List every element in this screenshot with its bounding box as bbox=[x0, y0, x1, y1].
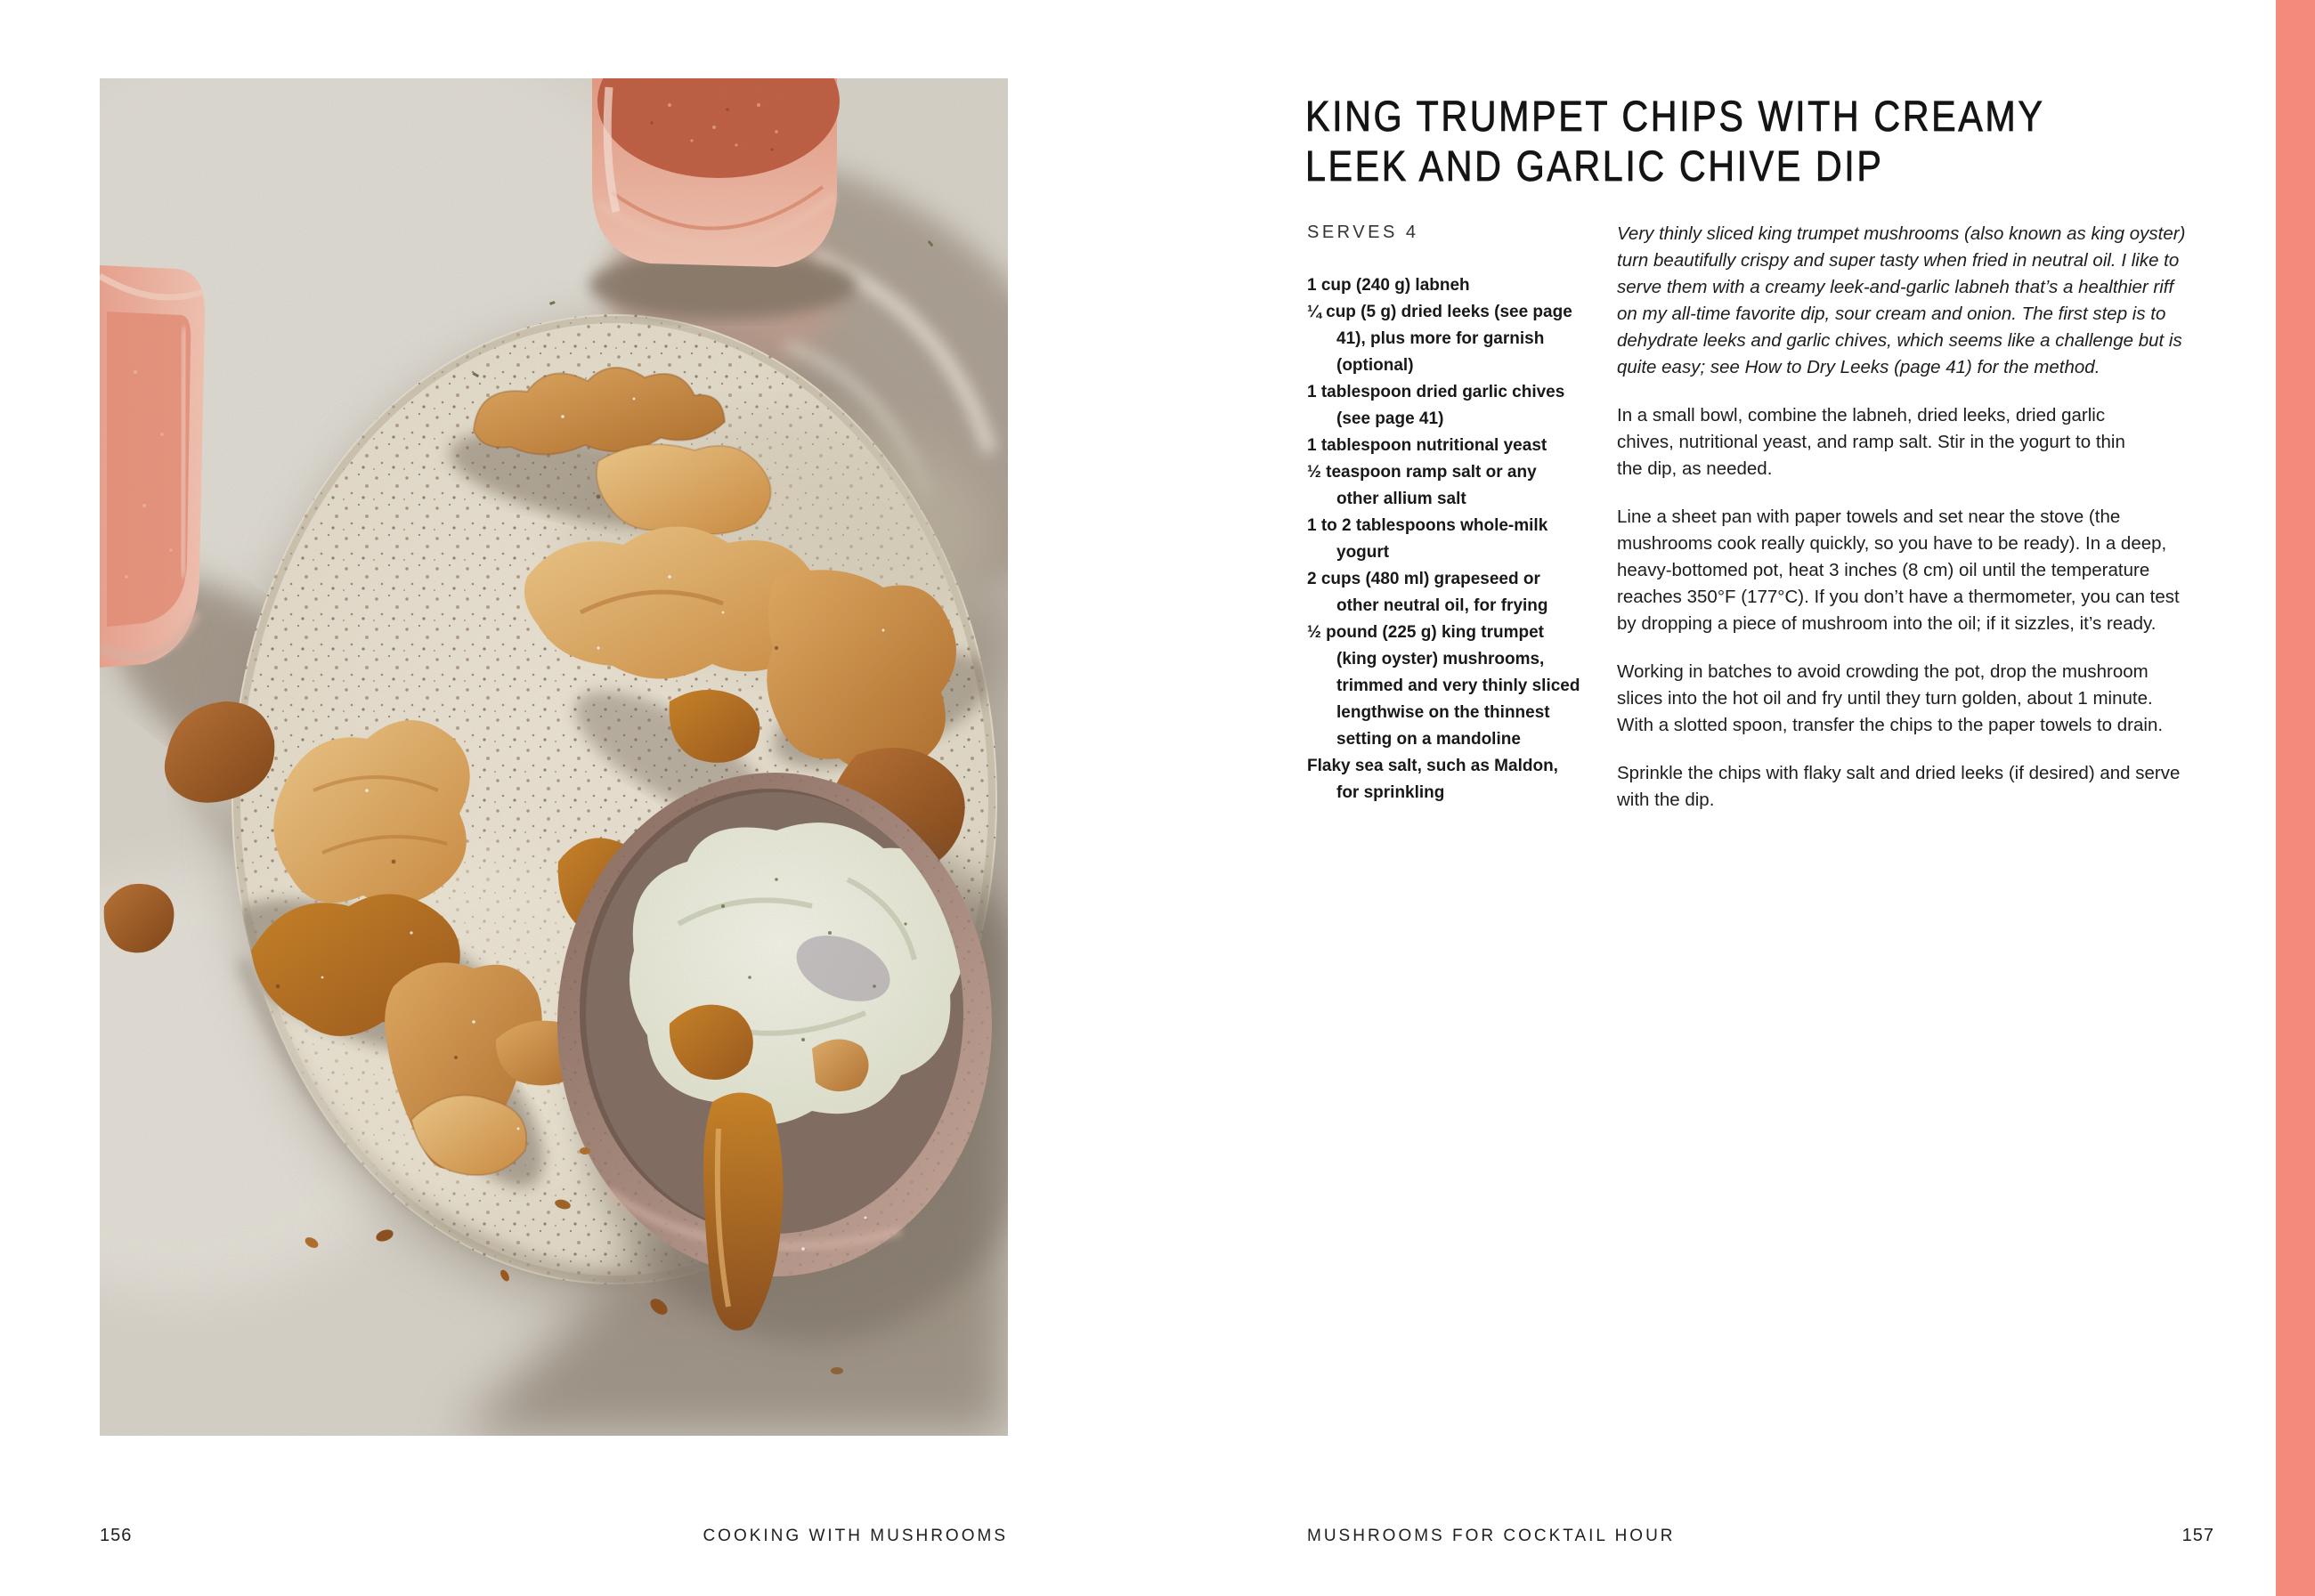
paragraph-line: Sprinkle the chips with flaky salt and dried leeks (if desired) and serve bbox=[1617, 763, 2181, 783]
ingredient-line: ¼ cup (5 g) dried leeks (see page bbox=[1307, 303, 1572, 321]
concrete-grain bbox=[100, 78, 1008, 1436]
ingredients-list bbox=[1307, 272, 1628, 806]
ingredient-line: 1 tablespoon nutritional yeast bbox=[1307, 436, 1547, 455]
ingredient-line: 41), plus more for garnish bbox=[1336, 329, 1545, 348]
ingredient-line: 2 cups (480 ml) grapeseed or bbox=[1307, 570, 1540, 588]
paragraph-line: on my all-time favorite dip, sour cream and onion. The first step is to bbox=[1617, 304, 2166, 324]
accent-color-bar bbox=[2276, 0, 2315, 1596]
paragraph-line: Line a sheet pan with paper towels and set near the stove (the bbox=[1617, 506, 2121, 527]
ingredient-line: Flaky sea salt, such as Maldon, bbox=[1307, 757, 1558, 775]
ingredient-line: 1 tablespoon dried garlic chives bbox=[1307, 383, 1565, 401]
method-paragraph bbox=[1617, 760, 2240, 814]
paragraph-line: dehydrate leeks and garlic chives, which seems like a challenge but is bbox=[1617, 330, 2182, 351]
paragraph-line: the dip, as needed. bbox=[1617, 458, 1773, 479]
paragraph-line: with the dip. bbox=[1617, 790, 1715, 810]
method-paragraph bbox=[1617, 402, 2240, 482]
page-number-right: 157 bbox=[2181, 1526, 2214, 1545]
ingredient-line: lengthwise on the thinnest bbox=[1336, 703, 1550, 722]
serves-label: SERVES 4 bbox=[1307, 223, 1419, 242]
paragraph-line: quite easy; see How to Dry Leeks (page 41) for the method. bbox=[1617, 357, 2100, 377]
ingredient-line: for sprinkling bbox=[1336, 783, 1445, 802]
paragraph-line: Working in batches to avoid crowding the pot, drop the mushroom bbox=[1617, 661, 2148, 682]
right-page-folio bbox=[1307, 1526, 2214, 1546]
paragraph-line: by dropping a piece of mushroom into the oil; if it sizzles, it’s ready. bbox=[1617, 613, 2157, 634]
ingredient-line: other allium salt bbox=[1336, 490, 1466, 508]
paragraph-line: In a small bowl, combine the labneh, dried leeks, dried garlic bbox=[1617, 405, 2106, 425]
paragraph-line: reaches 350°F (177°C). If you don’t have a thermometer, you can test bbox=[1617, 587, 2180, 607]
paragraph-line: turn beautifully crispy and super tasty when fried in neutral oil. I like to bbox=[1617, 250, 2180, 271]
ingredient-line: (see page 41) bbox=[1336, 409, 1444, 428]
paragraph-line: slices into the hot oil and fry until they turn golden, about 1 minute. bbox=[1617, 688, 2153, 709]
ingredient-line: other neutral oil, for frying bbox=[1336, 596, 1548, 615]
ingredient-line: yogurt bbox=[1336, 543, 1390, 562]
paragraph-line: heavy-bottomed pot, heat 3 inches (8 cm) oil until the temperature bbox=[1617, 560, 2150, 580]
ingredient-line: ½ pound (225 g) king trumpet bbox=[1307, 623, 1545, 642]
intro-paragraph bbox=[1617, 221, 2240, 381]
ingredient-line: 1 to 2 tablespoons whole-milk bbox=[1307, 516, 1548, 535]
paragraph-line: serve them with a creamy leek-and-garlic labneh that’s a healthier riff bbox=[1617, 277, 2174, 297]
ingredient-line: 1 cup (240 g) labneh bbox=[1307, 276, 1470, 295]
ingredient-line: (king oyster) mushrooms, bbox=[1336, 650, 1545, 668]
ingredient-line: setting on a mandoline bbox=[1336, 730, 1521, 749]
method-paragraph bbox=[1617, 659, 2240, 739]
ingredient-line: ½ teaspoon ramp salt or any bbox=[1307, 463, 1537, 482]
method-paragraph bbox=[1617, 504, 2240, 637]
paragraph-line: mushrooms cook really quickly, so you have to be ready). In a deep, bbox=[1617, 533, 2167, 554]
ingredient-line: trimmed and very thinly sliced bbox=[1336, 676, 1580, 695]
recipe-title bbox=[1305, 93, 2044, 192]
recipe-title-line1: KING TRUMPET CHIPS WITH CREAMY bbox=[1305, 93, 2045, 142]
running-title-left: COOKING WITH MUSHROOMS bbox=[703, 1527, 1008, 1545]
page-number-left: 156 bbox=[100, 1526, 133, 1545]
left-page-folio bbox=[100, 1526, 1008, 1546]
recipe-title-line2: LEEK AND GARLIC CHIVE DIP bbox=[1305, 143, 1884, 191]
paragraph-line: chives, nutritional yeast, and ramp salt. Stir in the yogurt to thin bbox=[1617, 432, 2125, 452]
running-title-right: MUSHROOMS FOR COCKTAIL HOUR bbox=[1307, 1527, 1676, 1545]
recipe-photo bbox=[100, 78, 1008, 1436]
paragraph-line: Very thinly sliced king trumpet mushrooms (also known as king oyster) bbox=[1617, 223, 2186, 244]
ingredient-line: (optional) bbox=[1336, 356, 1414, 375]
paragraph-line: With a slotted spoon, transfer the chips to the paper towels to drain. bbox=[1617, 715, 2164, 735]
recipe-method bbox=[1617, 221, 2240, 835]
